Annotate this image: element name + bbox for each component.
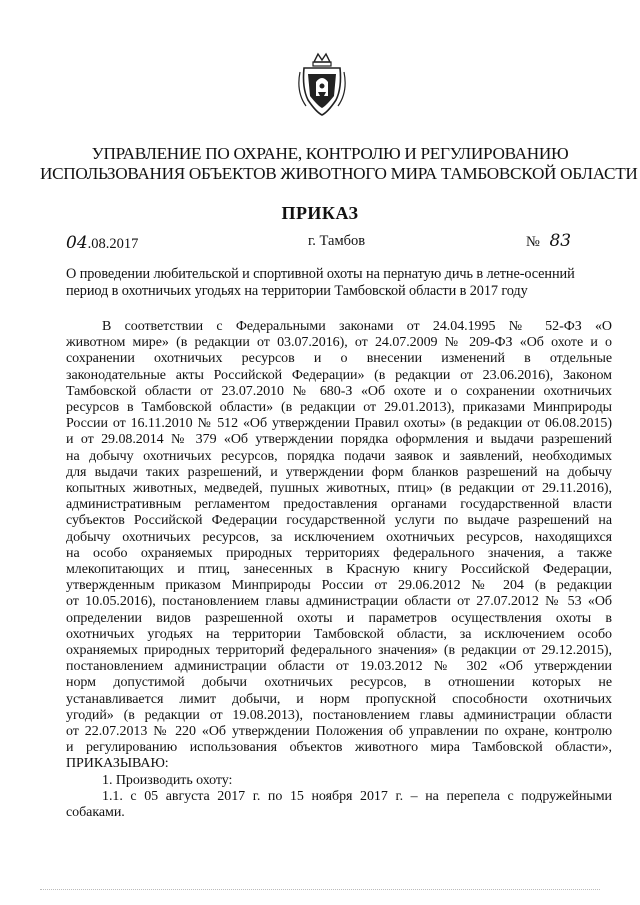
- body-line: добычу охотничьих ресурсов, за исключением охотничьих ресурсов, находящихся: [66, 529, 612, 545]
- heading-line-2: ИСПОЛЬЗОВАНИЯ ОБЪЕКТОВ ЖИВОТНОГО МИРА ТАМБОВСКОЙ ОБЛАСТИ: [40, 164, 638, 183]
- body-line: административным регламентом предоставления органами государственной власти: [66, 497, 612, 513]
- body-line: устанавливается лимит добычи, и норм пропускной способности охотничьих: [66, 691, 612, 707]
- body-line: и регулированию использования объектов животного мира Тамбовской области»,: [66, 740, 612, 756]
- body-line: ресурсов в Тамбовской области» (в редакции от 29.01.2013), приказами Минприроды: [66, 400, 612, 416]
- clause-1-1: 1.1. с 05 августа 2017 г. по 15 ноября 2017 г. – на перепела с подружейными: [102, 788, 612, 804]
- organization-heading: [40, 144, 638, 184]
- body-line: животном мире» (в редакции от 03.07.2016), от 24.07.2009 № 209-ФЗ «Об охоте и о: [66, 335, 612, 351]
- body-line: и от 29.08.2014 № 379 «Об утверждении порядка оформления и выдачи разрешений: [66, 432, 612, 448]
- order-subject: [66, 266, 626, 300]
- body-line: на особо охраняемых природных территориях федерального значения, а также: [66, 545, 612, 561]
- handwritten-number: 83: [549, 231, 572, 251]
- order-title: ПРИКАЗ: [281, 203, 359, 223]
- body-line: млекопитающих и птиц, занесенных в Красную книгу Российской Федерации,: [66, 562, 612, 578]
- handwritten-day: 04: [66, 233, 88, 253]
- order-city: г. Тамбов: [308, 233, 366, 249]
- clause-1: 1. Производить охоту:: [102, 772, 233, 788]
- body-line: от 10.05.2016), постановлением главы администрации области от 27.07.2012 № 53 «Об: [66, 594, 612, 610]
- scan-footer-divider: [40, 889, 600, 894]
- order-number: [526, 231, 571, 251]
- body-line: В соответствии с Федеральными законами от 24.04.1995 № 52-ФЗ «О: [102, 319, 612, 334]
- order-body: [66, 319, 612, 821]
- body-line: норм допустимой добычи охотничьих ресурсов, в отношении которых не: [66, 675, 612, 691]
- coat-of-arms-icon: [296, 52, 348, 118]
- body-line: для выдачи таких разрешений, и утверждении форм бланков разрешений на добычу: [66, 464, 612, 480]
- body-line: субъектов Российской Федерации государственной услуги по выдаче разрешений на: [66, 513, 612, 529]
- body-line: от 22.07.2013 № 220 «Об утверждении Положения об управлении по охране, контролю: [66, 724, 612, 740]
- body-line: России от 16.11.2010 № 512 «Об утверждении Правил охоты» (в редакции от 06.08.2015): [66, 416, 612, 432]
- body-line: постановлением администрации области от 19.03.2012 № 302 «Об утверждении: [66, 659, 612, 675]
- body-line: охраняемых природных территорий федерального значения» (в редакции от 29.12.2015),: [66, 643, 612, 659]
- subject-line: О проведении любительской и спортивной охоты на пернатую дичь в летне-осенний: [66, 266, 575, 282]
- order-date: [66, 233, 138, 253]
- body-line: угодий» (в редакции от 19.08.2013), постановлением главы администрации области: [66, 707, 612, 723]
- body-line: определении видов разрешенной охоты и параметров осуществления охоты в: [66, 610, 612, 626]
- body-line: законодательные акты Российской Федерации» (в редакции от 23.06.2016), Законом: [66, 367, 612, 383]
- date-rest: .08.2017: [87, 236, 139, 252]
- body-line: утвержденным приказом Минприроды России от 29.06.2012 № 204 (в редакции: [66, 578, 612, 594]
- number-label: №: [526, 234, 540, 250]
- order-directive: ПРИКАЗЫВАЮ:: [66, 756, 169, 772]
- subject-line: период в охотничьих угодьях на территории Тамбовской области в 2017 году: [66, 283, 528, 299]
- body-line: охотничьих угодьях на территории Тамбовской области, за исключением особо: [66, 626, 612, 642]
- body-line: сохранении охотничьих ресурсов и о внесении изменений в отдельные: [66, 351, 612, 367]
- heading-line-1: УПРАВЛЕНИЕ ПО ОХРАНЕ, КОНТРОЛЮ И РЕГУЛИРОВАНИЮ: [91, 144, 569, 163]
- body-line: на добычу охотничьих ресурсов, порядка подачи заявок и заявлений, необходимых: [66, 448, 612, 464]
- body-line: копытных животных, медведей, пушных животных, птиц» (в редакции от 29.11.2016),: [66, 481, 612, 497]
- body-line: Тамбовской области от 23.07.2010 № 680-З «Об охоте и о сохранении охотничьих: [66, 383, 612, 399]
- body-line: собаками.: [66, 805, 125, 821]
